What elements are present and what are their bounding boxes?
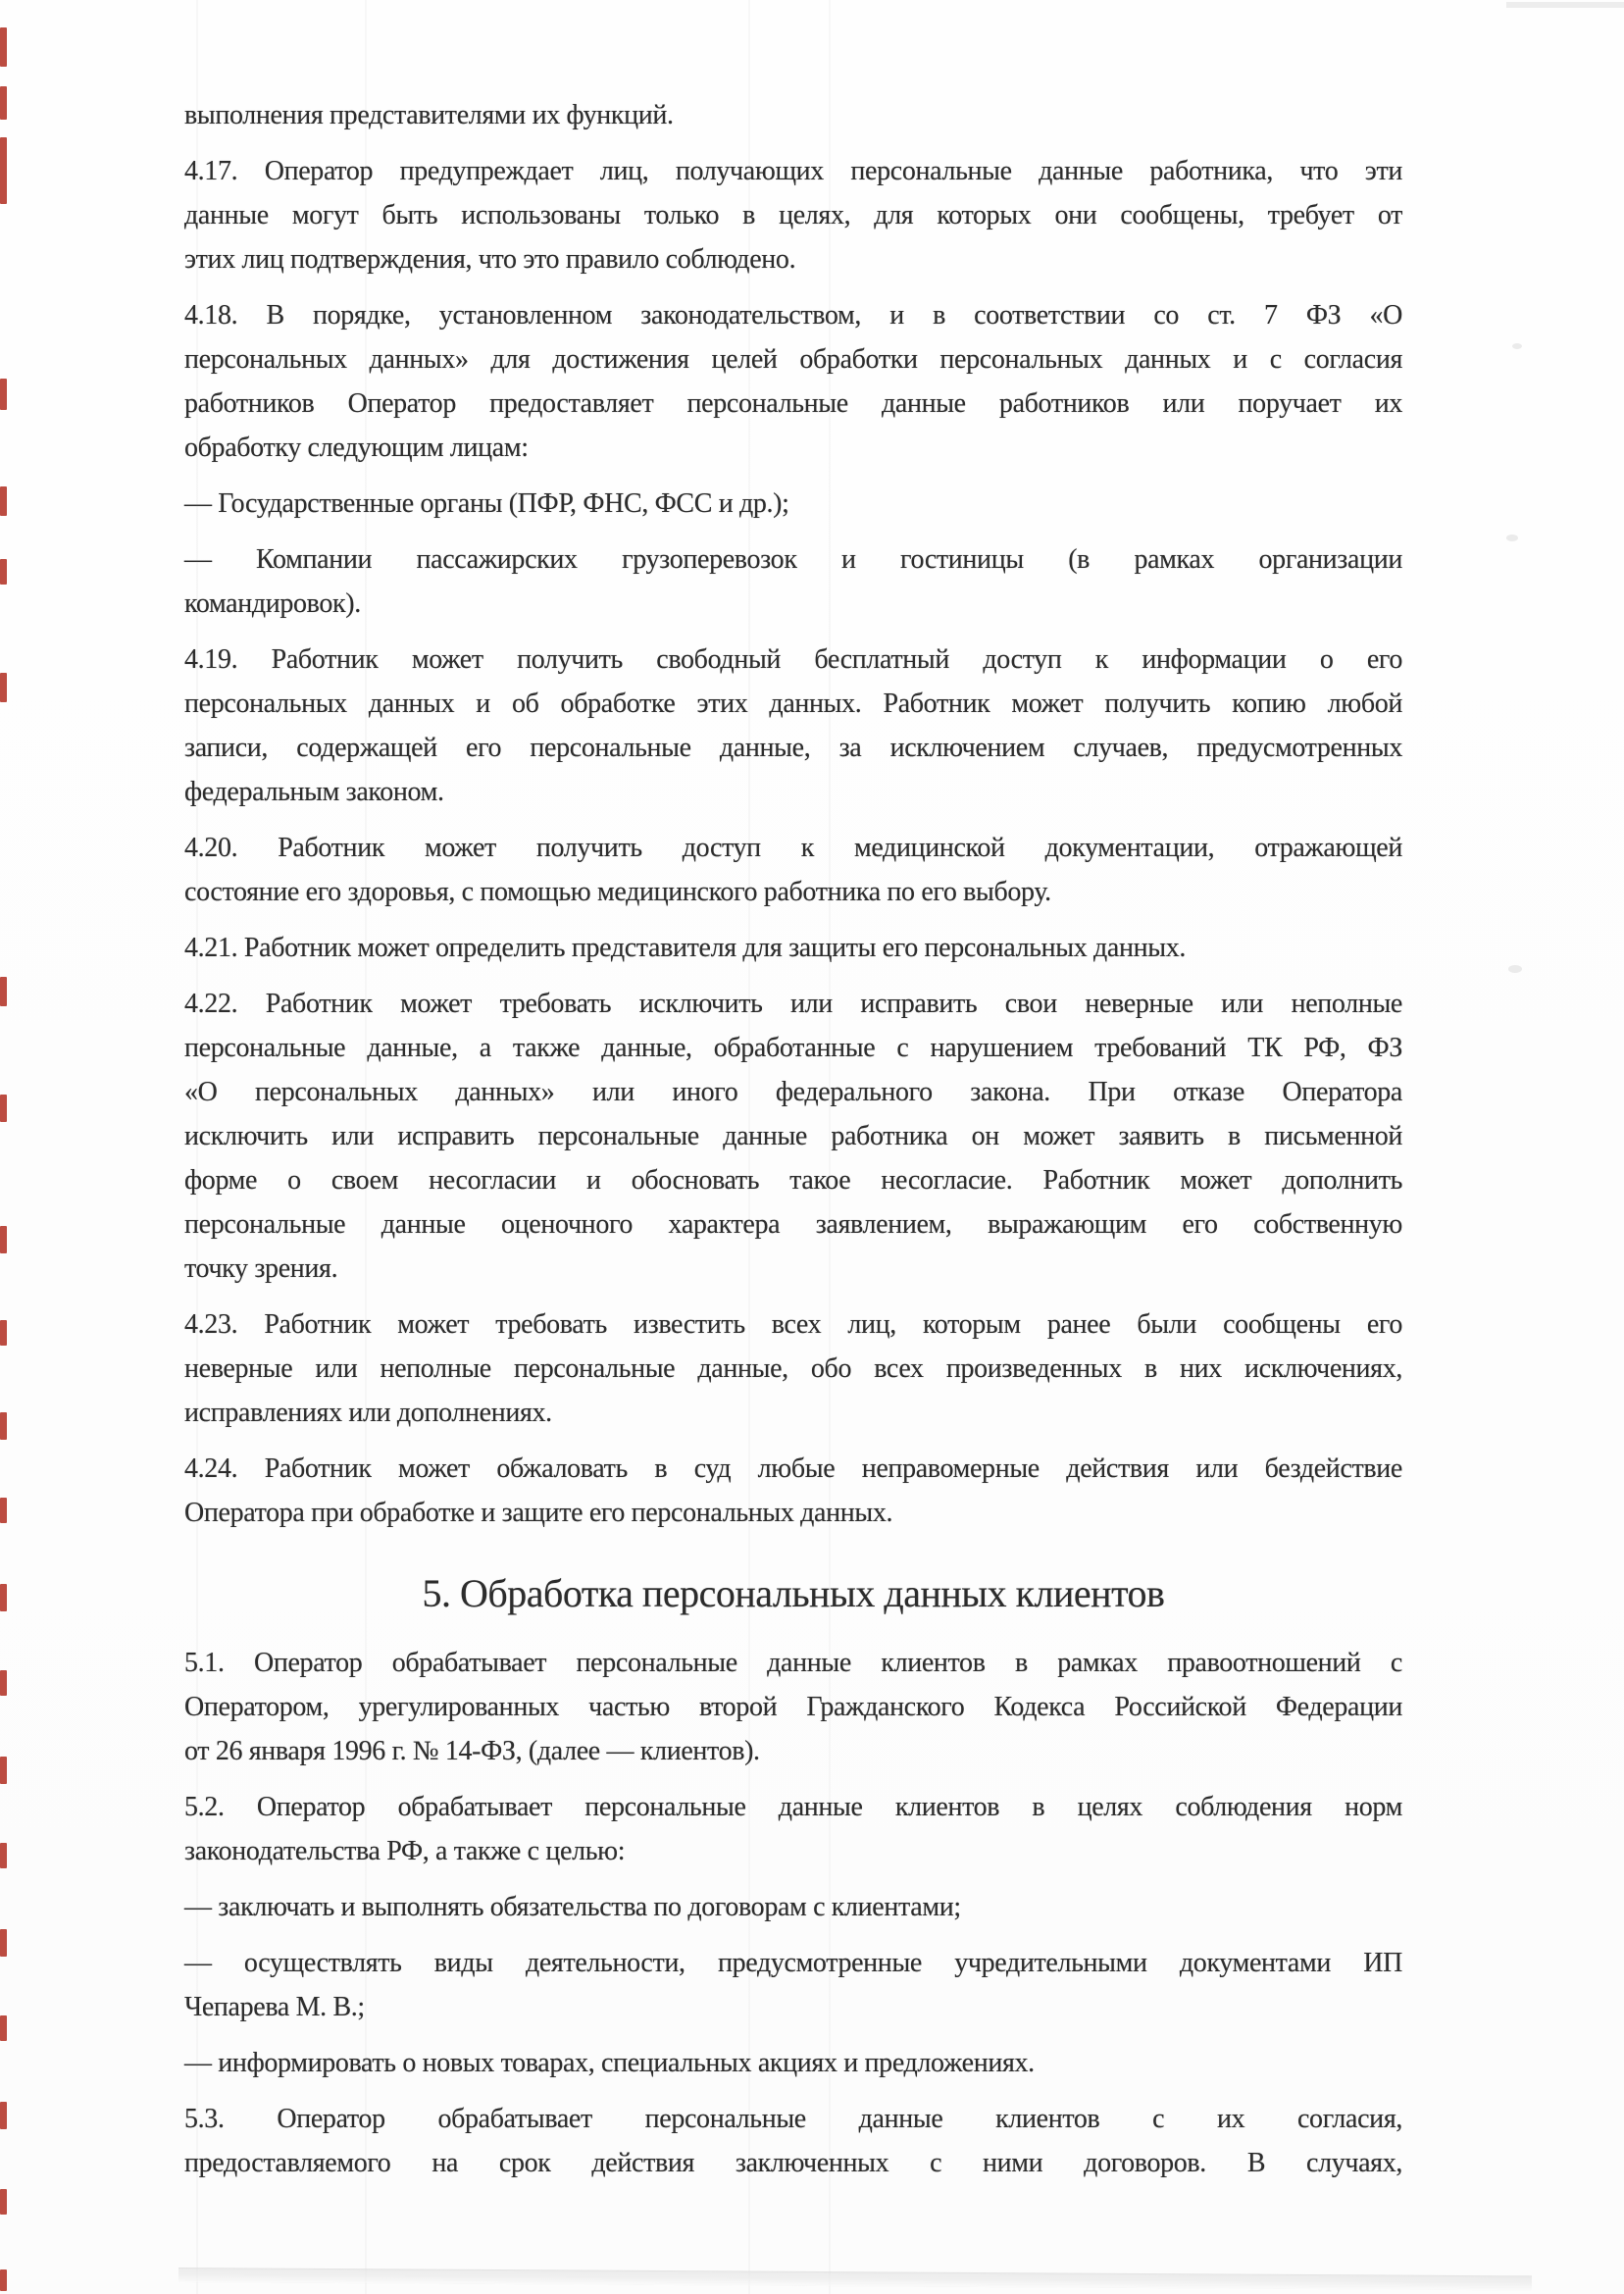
paragraph bbox=[184, 1941, 1402, 2029]
red-edge-mark bbox=[0, 1584, 7, 1611]
text-line: командировок). bbox=[184, 588, 361, 619]
red-edge-mark bbox=[0, 1320, 7, 1346]
scan-corner-sliver bbox=[1506, 2, 1624, 8]
paragraph bbox=[184, 2041, 1402, 2085]
scan-fold-line bbox=[748, 0, 750, 2294]
red-edge-mark bbox=[0, 2189, 7, 2215]
text-line: — Компании пассажирских грузоперевозок и гостиницы (в рамках организации bbox=[184, 544, 1402, 575]
red-edge-mark bbox=[0, 1412, 7, 1440]
red-edge-mark bbox=[0, 1498, 7, 1523]
text-line: 5.3. Оператор обрабатывает персональные данные клиентов с их согласия, bbox=[184, 2104, 1402, 2134]
paragraph bbox=[184, 537, 1402, 626]
paragraph bbox=[184, 1785, 1402, 1873]
paragraph bbox=[184, 149, 1402, 281]
document-body bbox=[184, 93, 1402, 2197]
text-line: 4.19. Работник может получить свободный бесплатный доступ к информации о его bbox=[184, 644, 1402, 675]
paragraph bbox=[184, 1641, 1402, 1773]
paragraph bbox=[184, 1447, 1402, 1535]
red-edge-mark bbox=[0, 1095, 7, 1122]
section-heading: 5. Обработка персональных данных клиентов bbox=[422, 1571, 1165, 1615]
text-line: федеральным законом. bbox=[184, 777, 444, 807]
text-line: персональных данных» для достижения целей обработки персональных данных и с согласия bbox=[184, 344, 1402, 375]
text-line: — Государственные органы (ПФР, ФНС, ФСС и др.); bbox=[184, 488, 789, 519]
text-line: законодательства РФ, а также с целью: bbox=[184, 1836, 626, 1866]
red-edge-mark bbox=[0, 27, 7, 67]
red-edge-mark bbox=[0, 2269, 7, 2291]
red-edge-mark bbox=[0, 977, 7, 1006]
paragraph bbox=[184, 1885, 1402, 1929]
paragraph bbox=[184, 2097, 1402, 2185]
text-line: 4.20. Работник может получить доступ к медицинской документации, отражающей bbox=[184, 833, 1402, 863]
red-edge-mark bbox=[0, 2102, 7, 2129]
text-line: — информировать о новых товарах, специальных акциях и предложениях. bbox=[184, 2048, 1035, 2078]
text-line: 5.2. Оператор обрабатывает персональные данные клиентов в целях соблюдения норм bbox=[184, 1792, 1402, 1822]
red-edge-mark bbox=[0, 86, 7, 120]
red-edge-mark bbox=[0, 1929, 7, 1957]
text-line: состояние его здоровья, с помощью медицинского работника по его выбору. bbox=[184, 877, 1051, 907]
scan-fold-line bbox=[829, 0, 831, 2294]
scan-smudge bbox=[1512, 343, 1522, 349]
text-line: данные могут быть использованы только в целях, для которых они сообщены, требует от bbox=[184, 200, 1402, 230]
paragraph bbox=[184, 1302, 1402, 1435]
red-edge-mark bbox=[0, 1843, 7, 1868]
text-line: форме о своем несогласии и обосновать такое несогласие. Работник может дополнить bbox=[184, 1165, 1402, 1196]
text-line: 5.1. Оператор обрабатывает персональные данные клиентов в рамках правоотношений с bbox=[184, 1648, 1402, 1678]
scan-bottom-band bbox=[178, 2268, 1532, 2290]
paragraph bbox=[184, 637, 1402, 814]
paragraph bbox=[184, 93, 1402, 137]
red-edge-mark bbox=[0, 486, 7, 516]
red-edge-mark bbox=[0, 673, 7, 702]
text-line: — осуществлять виды деятельности, предусмотренные учредительными документами ИП bbox=[184, 1948, 1402, 1978]
text-line: 4.18. В порядке, установленном законодательством, и в соответствии со ст. 7 ФЗ «О bbox=[184, 300, 1402, 331]
text-line: выполнения представителями их функций. bbox=[184, 100, 674, 130]
text-line: записи, содержащей его персональные данные, за исключением случаев, предусмотренных bbox=[184, 733, 1402, 763]
text-line: Оператором, урегулированных частью второй Гражданского Кодекса Российской Федерации bbox=[184, 1692, 1402, 1722]
paragraph bbox=[184, 826, 1402, 914]
text-line: 4.22. Работник может требовать исключить или исправить свои неверные или неполные bbox=[184, 989, 1402, 1019]
text-line: предоставляемого на срок действия заключенных с ними договоров. В случаях, bbox=[184, 2148, 1402, 2178]
red-edge-mark bbox=[0, 379, 7, 410]
red-edge-mark bbox=[0, 559, 7, 585]
text-line: работников Оператор предоставляет персональные данные работников или поручает их bbox=[184, 388, 1402, 419]
red-edge-mark bbox=[0, 1670, 7, 1696]
text-line: 4.17. Оператор предупреждает лиц, получающих персональные данные работника, что эти bbox=[184, 156, 1402, 186]
text-line: от 26 января 1996 г. № 14-ФЗ, (далее — клиентов). bbox=[184, 1736, 760, 1766]
text-line: точку зрения. bbox=[184, 1253, 338, 1284]
scan-smudge bbox=[1506, 535, 1518, 541]
red-edge-mark bbox=[0, 1226, 7, 1253]
text-line: исключить или исправить персональные данные работника он может заявить в письменной bbox=[184, 1121, 1402, 1151]
text-line: 4.24. Работник может обжаловать в суд любые неправомерные действия или бездействие bbox=[184, 1453, 1402, 1484]
paragraph bbox=[184, 293, 1402, 470]
paragraph bbox=[184, 982, 1402, 1291]
text-line: 4.21. Работник может определить представителя для защиты его персональных данных. bbox=[184, 933, 1187, 963]
scan-fold-line bbox=[365, 0, 367, 2294]
text-line: этих лиц подтверждения, что это правило соблюдено. bbox=[184, 244, 796, 275]
text-line: персональные данные, а также данные, обработанные с нарушением требований ТК РФ, ФЗ bbox=[184, 1033, 1402, 1063]
text-line: Оператора при обработке и защите его персональных данных. bbox=[184, 1498, 893, 1528]
text-line: Чепарева М. В.; bbox=[184, 1992, 365, 2022]
scan-smudge bbox=[1508, 965, 1522, 973]
text-line: 4.23. Работник может требовать известить всех лиц, которым ранее были сообщены его bbox=[184, 1309, 1402, 1340]
scan-fold-line bbox=[196, 0, 198, 2294]
text-line: исправлениях или дополнениях. bbox=[184, 1398, 552, 1428]
text-line: персональные данные оценочного характера заявлением, выражающим его собственную bbox=[184, 1209, 1402, 1240]
red-edge-mark bbox=[0, 137, 7, 204]
red-edge-mark bbox=[0, 1757, 7, 1784]
text-line: персональных данных и об обработке этих данных. Работник может получить копию любой bbox=[184, 688, 1402, 719]
text-line: обработку следующим лицам: bbox=[184, 433, 529, 463]
text-line: неверные или неполные персональные данные, обо всех произведенных в них исключениях, bbox=[184, 1353, 1402, 1384]
text-line: — заключать и выполнять обязательства по договорам с клиентами; bbox=[184, 1892, 961, 1922]
paragraph bbox=[184, 482, 1402, 526]
red-edge-mark bbox=[0, 2015, 7, 2041]
paragraph bbox=[184, 926, 1402, 970]
text-line: «О персональных данных» или иного федерального закона. При отказе Оператора bbox=[184, 1077, 1402, 1107]
